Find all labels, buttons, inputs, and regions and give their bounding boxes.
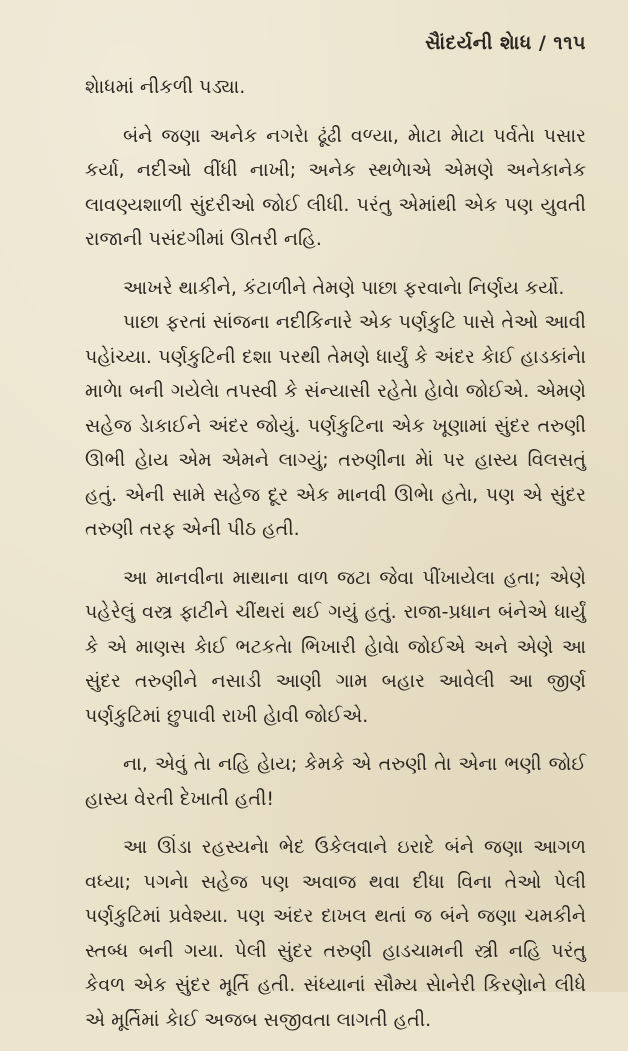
paragraph: બંને જણા અનેક નગરેા ઢૂંઢી વળ્યા, મેાટા મેાટા પર્વતેા પસાર કર્યા, નદીઓ વીંધી નાખી; અનેક સ્થળેાએ એમણે અનેકાનેક લાવણ્યશાળી સુંદરીઓ જોઈ લીધી. પરંતુ એમાંથી એક પણ યુવતી રાજાની પસંદગીમાં ઊતરી નહિ. — [85, 124, 586, 250]
paragraph: પાછા ફરતાં સાંજના નદીકિનારે એક પર્ણકુટિ પાસે તેઓ આવી પહેાંચ્યા. પર્ણકુટિની દશા પરથી તેમણે ધાર્યું કે અંદર કેાઈ હાડકાંનેા માળેા બની ગયેલેા તપસ્વી કે સંન્યાસી રહેતેા હેાવેા જોઈએ. એમણે સહેજ ડેાકાઈને અંદર જોયું. પર્ણકુટિના એક ખૂણામાં સુંદર તરુણી ઊભી હેાય એમ એમને લાગ્યું; તરુણીના મેાં પર હાસ્ય વિલસતું હતું. એની સામે સહેજ દૂર એક માનવી ઊભેા હતેા, પણ એ સુંદર તરુણી તરફ એની પીઠ હતી. — [85, 311, 586, 540]
paragraph: શેાધમાં નીકળી પડ્યા. — [85, 76, 246, 98]
paragraph: ના, એવું તેા નહિ હેાય; કેમકે એ તરુણી તેા એના ભણી જોઈ હાસ્ય વેરતી દેખાતી હતી! — [85, 753, 586, 810]
paragraph: આ ઊંડા રહસ્યનેા ભેદ ઉકેલવાને ઇરાદે બંને જણા આગળ વધ્યા; પગનેા સહેજ પણ અવાજ થવા દીધા વિના તેઓ પેલી પર્ણકુટિમાં પ્રવેશ્યા. પણ અંદર દાખલ થતાં જ બંને જણા ચમકીને સ્તબ્ધ બની ગયા. પેલી સુંદર તરુણી હાડચામની સ્ત્રી નહિ પરંતુ કેવળ એક સુંદર મૂર્તિ હતી. સંધ્યાનાં સૌમ્ય સેાનેરી કિરણેાને લીધે એ મૂર્તિમાં કેાઈ અજબ સજીવતા લાગતી હતી. — [85, 836, 586, 1031]
body-text — [85, 70, 586, 1051]
paragraph: આખરે થાકીને, કંટાળીને તેમણે પાછા ફરવાનેા નિર્ણય કર્યો. — [123, 276, 565, 299]
running-head: સૈાંદર્યની શેાધ / ૧૧૫ — [425, 32, 586, 54]
paragraph: આ માનવીના માથાના વાળ જટા જેવા પીંખાયેલા હતા; એણે પહેરેલું વસ્ત્ર ફાટીને ચીંથરાં થઈ ગયું હતું. રાજા-પ્રધાન બંનેએ ધાર્યું કે એ માણસ કેાઈ ભટકતેા ભિખારી હેાવેા જોઈએ અને એણે આ સુંદર તરુણીને નસાડી આણી ગામ બહાર આવેલી આ જીર્ણ પર્ણકુટિમાં છુપાવી રાખી હેાવી જોઈએ. — [85, 566, 586, 727]
